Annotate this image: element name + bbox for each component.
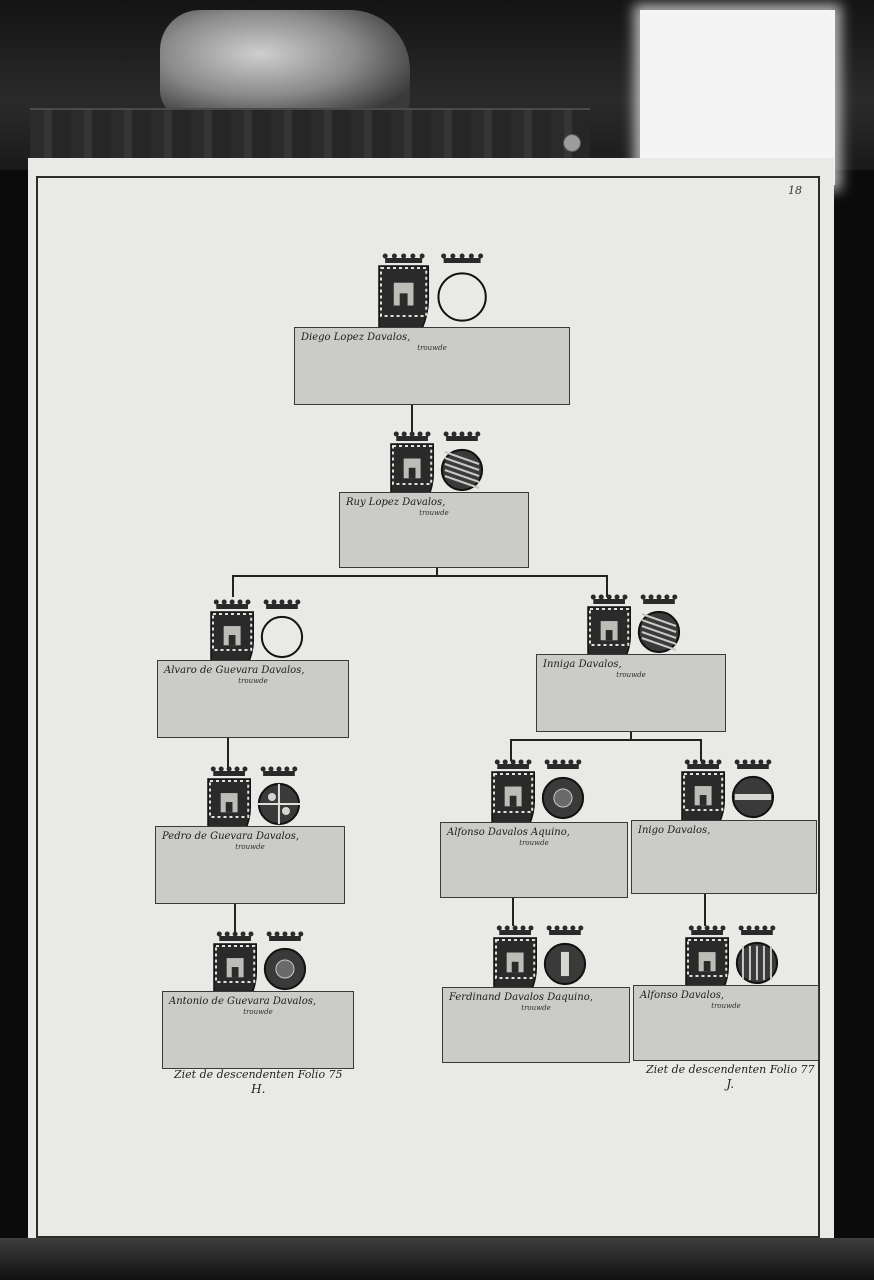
- reference-text: Ziet de descendenten: [646, 1063, 767, 1076]
- crown-icon: [641, 595, 678, 605]
- crown-icon: [383, 254, 425, 264]
- castle-gate: [229, 635, 236, 645]
- crown-icon: [261, 767, 298, 777]
- person-box-ferdinand-davalos-daquino: [442, 987, 630, 1063]
- crown-icon: [497, 926, 534, 936]
- charge-icon: [282, 807, 290, 815]
- marriage-label: trouwde: [238, 677, 268, 685]
- person-name: Alvaro de Guevara Davalos,: [164, 665, 305, 676]
- crown-icon: [211, 767, 248, 777]
- crown-icon: [264, 600, 301, 610]
- person-box-antonio-de-guevara-davalos: [162, 991, 354, 1069]
- eagle-icon: [276, 960, 294, 978]
- person-name: Pedro de Guevara Davalos,: [162, 831, 300, 842]
- column-icon: [561, 952, 569, 976]
- fess-band: [735, 794, 771, 800]
- crown-icon: [739, 926, 776, 936]
- coat-of-arms-pair: [680, 758, 776, 822]
- reference-folio: Folio 77: [769, 1063, 815, 1076]
- crown-icon: [441, 254, 483, 264]
- crown-icon: [547, 926, 584, 936]
- connector-line: [704, 894, 706, 926]
- crown-icon: [217, 932, 254, 942]
- reference-letter: H.: [251, 1082, 266, 1096]
- castle-gate: [400, 293, 408, 305]
- reference-text: Ziet de descendenten: [174, 1068, 295, 1081]
- castle-gate: [232, 967, 239, 977]
- person-box-inniga-davalos: [536, 654, 726, 732]
- coat-of-arms-pair: [490, 758, 586, 824]
- castle-gate: [512, 962, 519, 973]
- person-name: Diego Lopez Davalos,: [301, 332, 411, 343]
- oval-shield-icon: [438, 273, 485, 320]
- connector-line: [512, 898, 514, 926]
- person-box-alvaro-de-guevara-davalos: [157, 660, 349, 738]
- person-box-ruy-lopez-davalos: [339, 492, 529, 568]
- castle-gate: [704, 961, 711, 971]
- charge-icon: [268, 793, 276, 801]
- connector-line: [510, 739, 702, 741]
- person-name: Ruy Lopez Davalos,: [346, 497, 446, 508]
- coat-of-arms-pair: [389, 430, 485, 496]
- descendants-reference-h: [174, 1068, 343, 1096]
- crown-icon: [685, 760, 722, 770]
- coat-of-arms-pair: [684, 924, 780, 988]
- oval-shield-icon: [262, 617, 302, 657]
- person-name: Antonio de Guevara Davalos,: [169, 996, 317, 1007]
- photo-background-bottom: [0, 1238, 874, 1280]
- connector-line: [232, 575, 608, 577]
- castle-gate: [226, 802, 233, 812]
- person-name: Inniga Davalos,: [543, 659, 622, 670]
- person-box-inigo-davalos: [631, 820, 817, 894]
- castle-gate: [510, 796, 517, 807]
- person-name: Alfonso Davalos,: [640, 990, 725, 1001]
- eagle-icon: [554, 789, 572, 807]
- marriage-label: trouwde: [616, 671, 646, 679]
- crown-icon: [214, 600, 251, 610]
- crown-icon: [495, 760, 532, 770]
- crown-icon: [444, 432, 481, 442]
- coat-of-arms-pair: [209, 598, 305, 662]
- marriage-label: trouwde: [243, 1008, 273, 1016]
- person-name: Inigo Davalos,: [638, 825, 711, 836]
- fabric-background: [160, 10, 410, 120]
- person-box-diego-lopez-davalos: [294, 327, 570, 405]
- person-box-alfonso-davalos-aquino: [440, 822, 628, 898]
- marriage-label: trouwde: [711, 1002, 741, 1010]
- marriage-label: trouwde: [419, 509, 449, 517]
- coat-of-arms-pair: [212, 930, 308, 994]
- reference-letter: J.: [726, 1077, 735, 1091]
- coat-of-arms-pair: [206, 765, 302, 829]
- marriage-label: trouwde: [519, 839, 549, 847]
- connector-line: [232, 575, 234, 597]
- crown-icon: [267, 932, 304, 942]
- wooden-bar: [30, 108, 590, 158]
- coat-of-arms-pair: [586, 593, 682, 657]
- screw-icon: [563, 134, 581, 152]
- person-box-alfonso-davalos: [633, 985, 819, 1061]
- crown-icon: [591, 595, 628, 605]
- marriage-label: trouwde: [521, 1004, 551, 1012]
- person-box-pedro-de-guevara-davalos: [155, 826, 345, 904]
- person-name: Alfonso Davalos Aquino,: [447, 827, 570, 838]
- castle-gate: [606, 630, 613, 640]
- marriage-label: trouwde: [235, 843, 265, 851]
- marriage-label: trouwde: [417, 344, 447, 352]
- crown-icon: [545, 760, 582, 770]
- castle-gate: [700, 795, 707, 805]
- reference-folio: Folio 75: [297, 1068, 343, 1081]
- coat-of-arms-pair: [377, 252, 489, 328]
- crown-icon: [689, 926, 726, 936]
- crown-icon: [394, 432, 431, 442]
- castle-gate: [409, 468, 416, 479]
- coat-of-arms-pair: [492, 924, 588, 990]
- page-number: 18: [788, 184, 802, 197]
- person-name: Ferdinand Davalos Daquino,: [449, 992, 593, 1003]
- crown-icon: [735, 760, 772, 770]
- descendants-reference-j: [646, 1063, 815, 1091]
